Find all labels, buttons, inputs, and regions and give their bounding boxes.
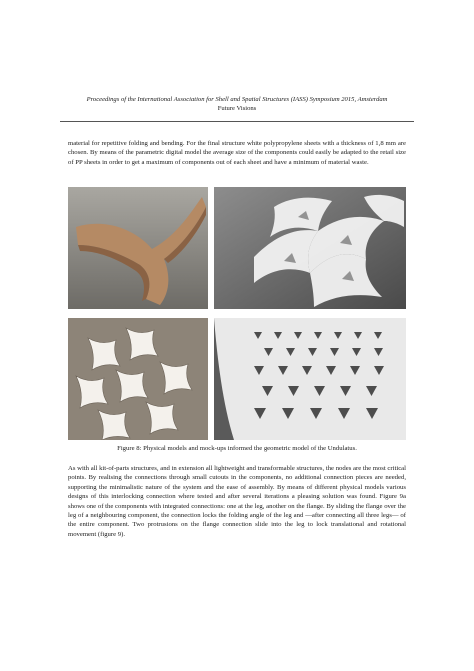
figure-caption: Figure 8: Physical models and mock-ups informed the geometric model of the Undulatus.	[117, 445, 357, 452]
photo-white-triangular-pattern	[214, 318, 406, 440]
header-subtitle-line: Future Visions	[217, 104, 257, 112]
photo-cardboard-model	[68, 187, 208, 309]
body-paragraph-2: As with all kit-of-parts structures, and in extension all lightweight and transformable structures, the nodes are the most critical points. By realising the connections through small cutouts in the components, no additional connection pieces are needed, supporting the minimalistic nature of the system and the ease of assembly. By means of different physical models various designs of this interlocking connection where tested and after several iterations a pleasing solution was found. Figure 9a shows one of the components with integrated connections: one at the leg, another on the flange. By sliding the flange over the leg of a neighbouring component, the connection locks the folding angle of the leg and —after connecting all three legs— of the entire component. Two protrusions on the flange connection slide into the leg to lock translational and rotational movement (figure 9).	[68, 465, 406, 538]
header-proceedings-line: Proceedings of the International Association for Shell and Spatial Structures (IASS) Symposium 2015, Amsterdam	[86, 96, 388, 103]
body-paragraph-1: material for repetitive folding and bending. For the final structure white polypropylene sheets with a thickness of 1,8 mm are chosen. By means of the parametric digital model the average size of the components could easily be adapted to the retail size of PP sheets in order to get a maximum of components out of each sheet and have a minimum of material waste.	[68, 140, 406, 166]
running-header	[60, 96, 414, 113]
header-divider	[60, 121, 414, 122]
photo-white-curved-mockup	[214, 187, 406, 309]
photo-triangular-components	[68, 318, 208, 440]
